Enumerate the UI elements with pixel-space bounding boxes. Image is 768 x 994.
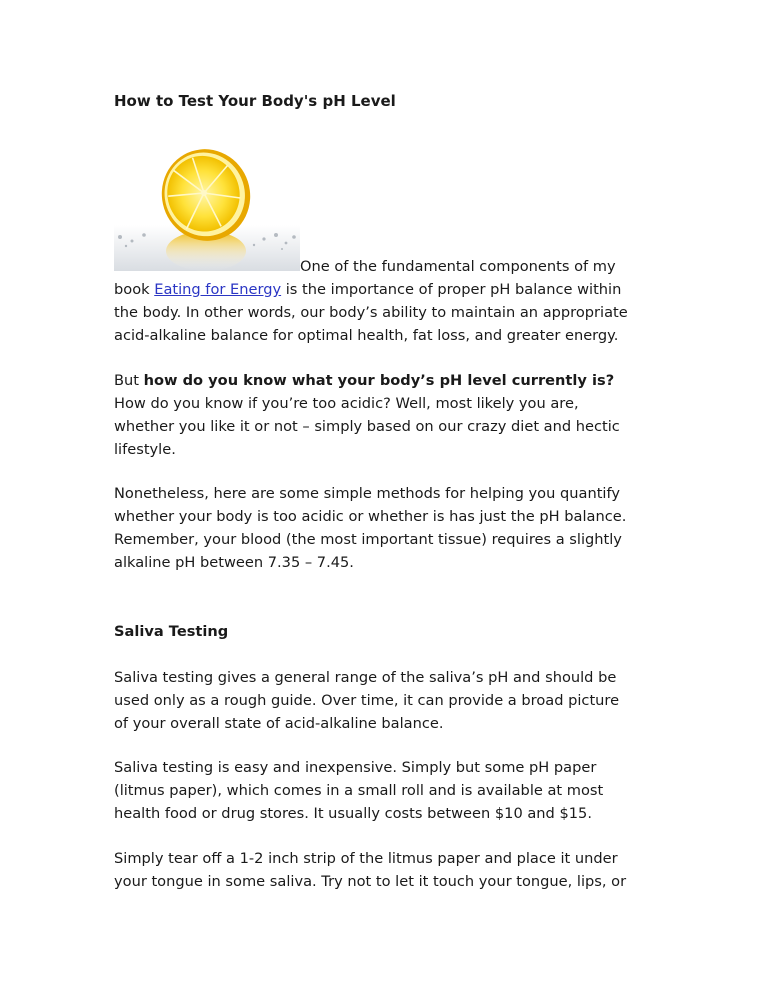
question-line: [114, 369, 659, 392]
methods-line: Nonetheless, here are some simple methods for helping you quantify: [114, 485, 620, 502]
saliva-line: Simply tear off a 1-2 inch strip of the litmus paper and place it under: [114, 850, 618, 867]
intro-text: book: [114, 281, 155, 298]
lemon-image: [114, 147, 300, 271]
eating-for-energy-link[interactable]: Eating for Energy: [154, 281, 282, 298]
question-lead: But: [114, 372, 144, 389]
intro-text: is the importance of proper pH balance within: [281, 281, 622, 298]
intro-line: acid-alkaline balance for optimal health, fat loss, and greater energy.: [114, 327, 619, 344]
saliva-line: health food or drug stores. It usually costs between $10 and $15.: [114, 805, 592, 822]
saliva-line: Saliva testing gives a general range of the saliva’s pH and should be: [114, 669, 617, 686]
methods-line: alkaline pH between 7.35 – 7.45.: [114, 554, 354, 571]
saliva-line: used only as a rough guide. Over time, it can provide a broad picture: [114, 692, 620, 709]
intro-line: the body. In other words, our body’s ability to maintain an appropriate: [114, 304, 628, 321]
intro-line: [114, 278, 659, 301]
question-bold: how do you know what your body’s pH level currently is?: [143, 372, 615, 389]
methods-line: Remember, your blood (the most important tissue) requires a slightly: [114, 531, 622, 548]
saliva-method-paragraph: [114, 847, 659, 893]
saliva-line: Saliva testing is easy and inexpensive. Simply but some pH paper: [114, 759, 597, 776]
saliva-line: your tongue in some saliva. Try not to let it touch your tongue, lips, or: [114, 873, 627, 890]
saliva-cost-paragraph: [114, 756, 659, 825]
saliva-line: (litmus paper), which comes in a small roll and is available at most: [114, 782, 604, 799]
page-title: How to Test Your Body's pH Level: [114, 92, 396, 110]
question-line: whether you like it or not – simply based on our crazy diet and hectic: [114, 418, 620, 435]
intro-line: One of the fundamental components of my: [300, 258, 616, 275]
saliva-range-paragraph: [114, 666, 659, 735]
saliva-line: of your overall state of acid-alkaline balance.: [114, 715, 444, 732]
intro-paragraph: [114, 255, 659, 347]
question-line: How do you know if you’re too acidic? Well, most likely you are,: [114, 395, 579, 412]
section-heading: Saliva Testing: [114, 623, 229, 640]
question-line: lifestyle.: [114, 441, 176, 458]
question-paragraph: [114, 369, 659, 461]
methods-line: whether your body is too acidic or whether is has just the pH balance.: [114, 508, 627, 525]
methods-paragraph: [114, 482, 659, 574]
